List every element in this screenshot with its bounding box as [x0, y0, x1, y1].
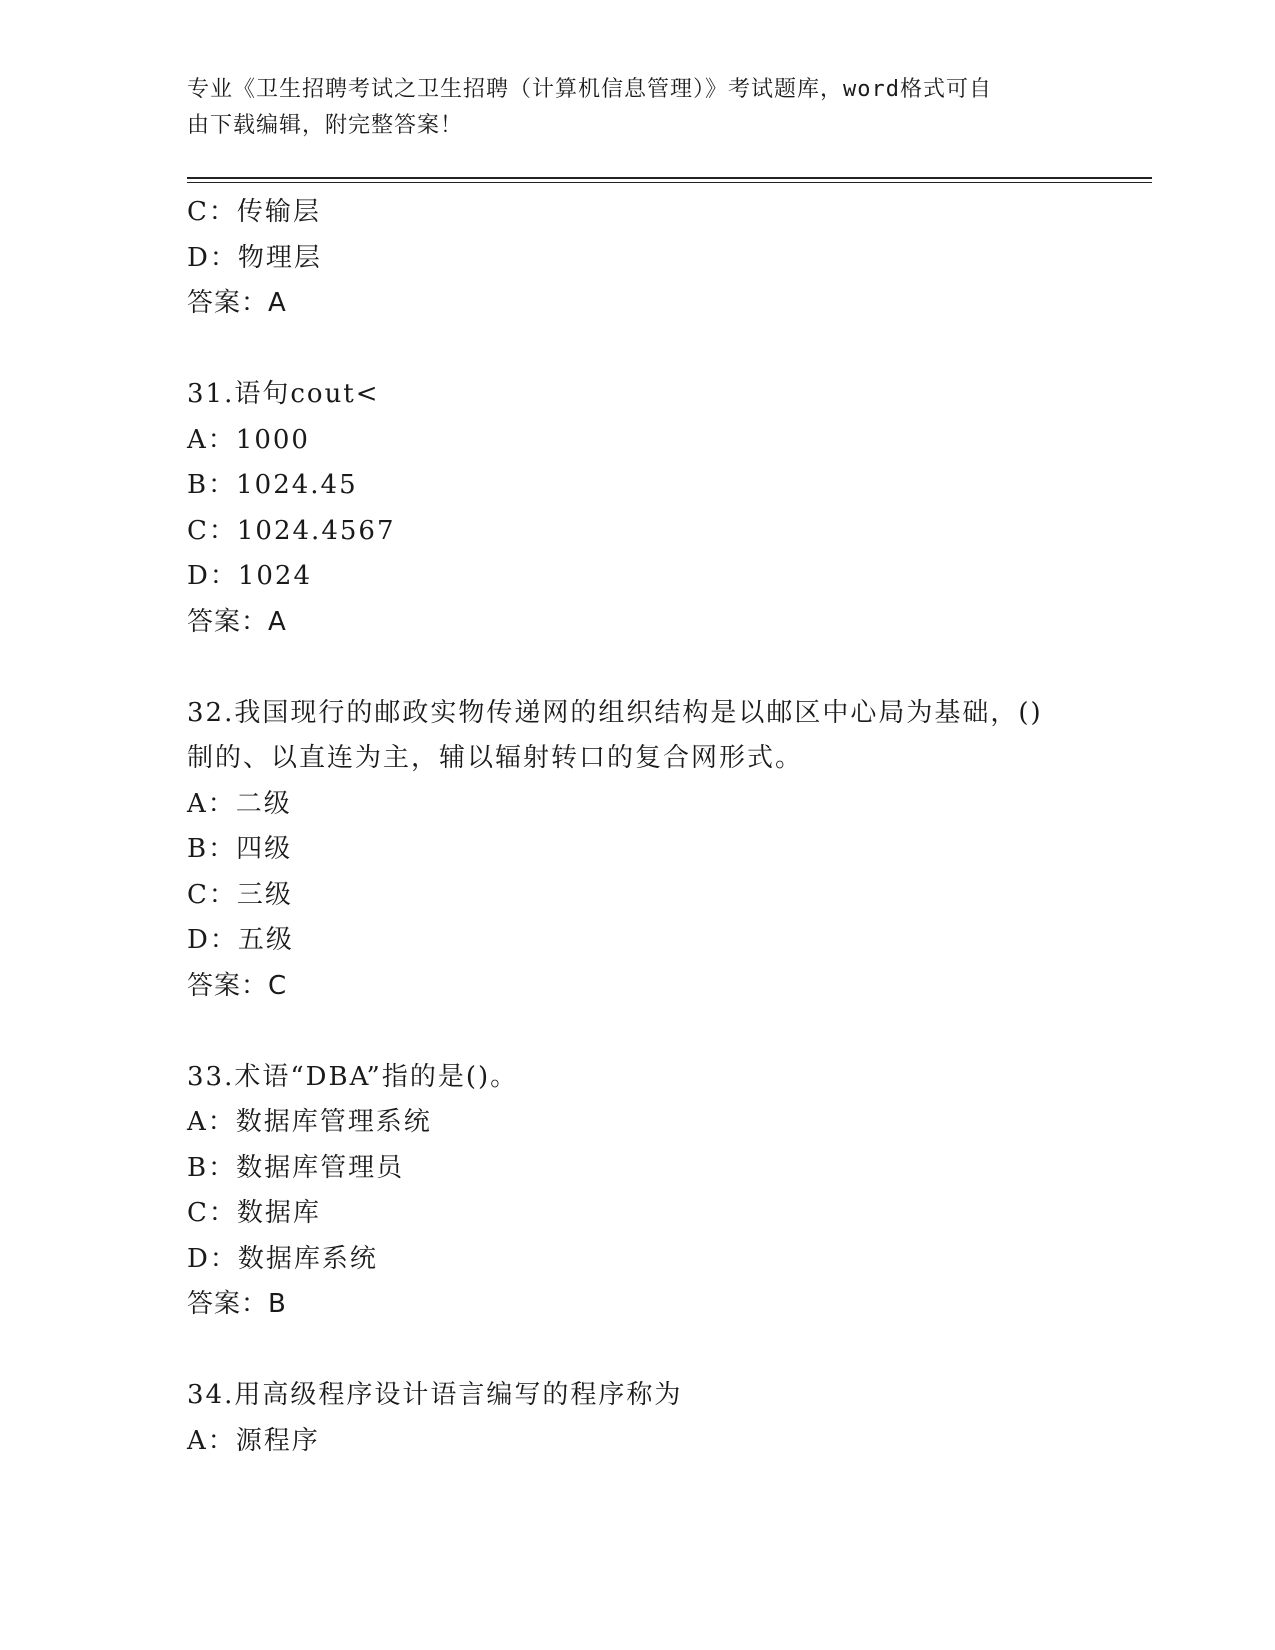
question-31: 31.语句cout< [187, 379, 380, 409]
option-d: D：物理层 [187, 242, 322, 273]
option-c: C：数据库 [187, 1198, 321, 1228]
option-a: A：数据库管理系统 [187, 1107, 432, 1137]
header-divider-thick [187, 177, 1152, 179]
spacer [187, 645, 1087, 691]
question-32-line-1: 32.我国现行的邮政实物传递网的组织结构是以邮区中心局为基础，() [187, 697, 1043, 728]
option-d: D：五级 [187, 925, 294, 955]
header-divider-thin [187, 182, 1152, 183]
option-d: D：数据库系统 [187, 1243, 378, 1274]
header-line-1: 专业《卫生招聘考试之卫生招聘（计算机信息管理）》考试题库，word格式可自 [187, 77, 992, 102]
option-c: C：1024.4567 [187, 515, 396, 546]
question-list [187, 190, 1087, 1464]
question-33: 33.术语“DBA”指的是()。 [187, 1061, 519, 1092]
option-a: A：1000 [187, 424, 310, 455]
answer: 答案：A [187, 606, 287, 637]
document-header [187, 72, 1067, 144]
answer: 答案：C [187, 970, 288, 1001]
option-c: C：三级 [187, 879, 293, 910]
option-b: B：四级 [187, 834, 293, 864]
option-a: A：二级 [187, 788, 292, 819]
header-line-2: 由下载编辑，附完整答案！ [187, 113, 464, 138]
option-b: B：数据库管理员 [187, 1152, 405, 1183]
option-c: C：传输层 [187, 197, 321, 227]
question-32-line-2: 制的、以直连为主，辅以辐射转口的复合网形式。 [187, 743, 804, 773]
spacer [187, 1009, 1087, 1055]
option-d: D：1024 [187, 561, 313, 591]
spacer [187, 327, 1087, 373]
answer: 答案：A [187, 288, 287, 318]
question-34: 34.用高级程序设计语言编写的程序称为 [187, 1380, 683, 1410]
answer: 答案：B [187, 1289, 287, 1319]
option-a: A：源程序 [187, 1425, 320, 1456]
spacer [187, 1328, 1087, 1374]
option-b: B：1024.45 [187, 470, 358, 500]
